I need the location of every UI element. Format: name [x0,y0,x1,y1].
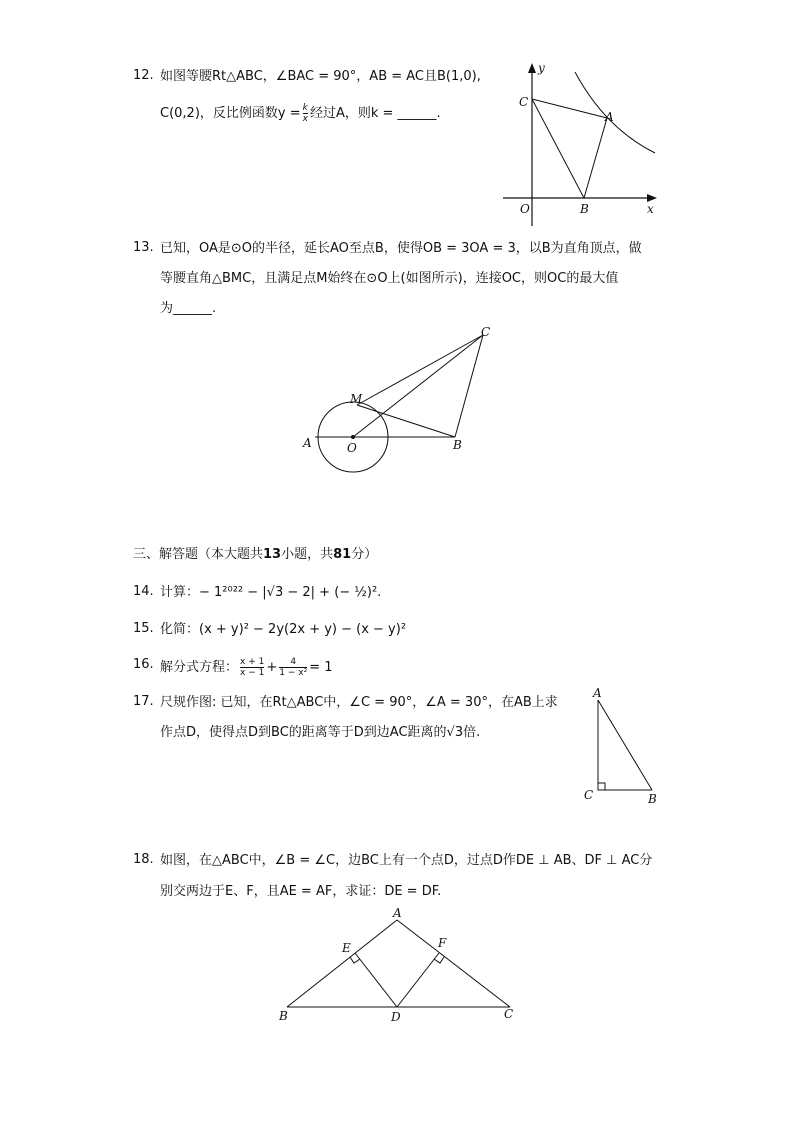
label-C: C [504,1007,514,1021]
label-A: A [605,110,614,124]
q13-figure [295,322,505,482]
fraction-2 [279,657,307,678]
segment-CB [455,335,483,437]
label-O: O [520,202,530,216]
y-axis-arrow [528,63,536,73]
fraction-k-over-x [303,103,308,124]
question-13-line-3: 为______. [160,301,217,316]
section-3-heading [133,546,377,564]
label-M: M [350,392,363,406]
question-13-line-2: 等腰直角△BMC，且满足点M始终在⊙O上(如图所示)，连接OC，则OC的最大值 [160,271,619,286]
equals-one: = 1 [309,660,333,675]
segment-OC [353,335,483,437]
section-3-count: 13 [263,547,282,562]
x-axis-arrow [647,194,657,202]
fraction-1 [240,657,264,678]
question-15-text: 化简：(x + y)² − 2y(2x + y) − (x − y)² [160,622,407,637]
label-x: x [647,202,654,216]
label-A: A [593,686,602,700]
section-3-title-end: 分） [351,547,378,562]
label-C: C [481,325,491,339]
question-18-number: 18. [133,852,154,867]
fraction-1-numerator: x + 1 [240,657,265,667]
segment-DF [397,953,439,1007]
question-12-line-2-start: C(0,2)，反比例函数y = [160,106,301,121]
fraction-2-denominator: 1 − x² [279,668,308,678]
label-B: B [648,792,657,806]
fraction-denominator: x [302,114,308,124]
question-16-number: 16. [133,657,154,672]
section-3-title-start: 三、解答题（本大题共 [133,547,264,562]
question-16-text [160,657,332,678]
q12-figure [495,58,665,228]
segment-AB [584,118,607,198]
question-13-line-1: 已知，OA是⊙O的半径，延长AO至点B，使得OB = 3OA = 3，以B为直角顶点，做 [160,241,642,256]
question-12-line-2-end: 经过A，则k = ______. [309,106,441,121]
plus-sign: + [266,660,278,675]
q18-figure [272,905,527,1025]
question-12-line-2 [160,103,441,124]
question-17-line-1: 尺规作图: 已知，在Rt△ABC中，∠C = 90°，∠A = 30°，在AB上求 [160,695,558,710]
label-B: B [279,1009,288,1023]
question-18-line-1: 如图，在△ABC中，∠B = ∠C，边BC上有一个点D，过点D作DE ⊥ AB、DF ⊥ AC分 [160,853,653,868]
segment-CB [532,99,584,198]
segment-MB [357,405,455,437]
label-E: E [342,941,351,955]
center-point [351,435,355,439]
segment-MC [357,335,483,405]
label-B: B [453,438,462,452]
q17-figure [580,685,665,810]
segment-BA [287,920,397,1007]
fraction-1-denominator: x − 1 [240,668,265,678]
question-12-number: 12. [133,68,154,83]
question-14-number: 14. [133,584,154,599]
question-17-line-2: 作点D，使得点D到BC的距离等于D到边AC距离的√3倍. [160,725,481,740]
question-18-line-2: 别交两边于E、F，且AE = AF，求证：DE = DF. [160,884,442,899]
question-12-line-1: 如图等腰Rt△ABC，∠BAC = 90°，AB = AC且B(1,0), [160,69,481,84]
segment-DE [355,953,397,1007]
label-A: A [303,436,312,450]
fraction-numerator: k [302,103,308,113]
question-17-number: 17. [133,694,154,709]
label-C: C [584,788,594,802]
question-14-text: 计算：− 1²⁰²² − |√3 − 2| + (− ½)². [160,585,382,600]
segment-CA [532,99,607,118]
segment-CA [397,920,510,1007]
label-F: F [438,936,447,950]
section-3-score: 81 [333,547,352,562]
label-D: D [391,1010,401,1024]
label-y: y [538,61,545,75]
right-angle-mark [598,783,605,790]
label-A: A [393,906,402,920]
question-13-number: 13. [133,240,154,255]
label-O: O [347,441,357,455]
question-15-number: 15. [133,621,154,636]
segment-AB [598,700,652,790]
question-16-label: 解分式方程： [160,660,239,675]
section-3-title-mid: 小题，共 [281,547,334,562]
label-C: C [519,95,529,109]
fraction-2-numerator: 4 [290,657,297,667]
label-B: B [580,202,589,216]
